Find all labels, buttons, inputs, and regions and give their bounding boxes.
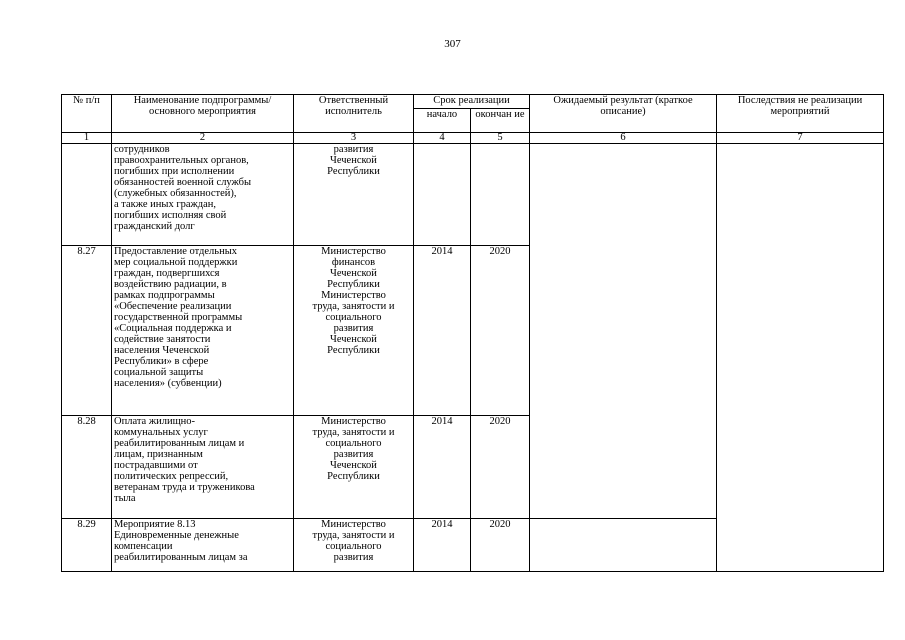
column-number: 2 bbox=[112, 133, 294, 144]
cell-line: Чеченской bbox=[330, 334, 377, 346]
header-num: № п/п bbox=[62, 95, 112, 133]
cell-line: населения Чеченской bbox=[114, 345, 210, 357]
cell-line: развития bbox=[333, 323, 374, 335]
cell-line: а также иных граждан, bbox=[114, 199, 217, 211]
column-number: 5 bbox=[471, 133, 530, 144]
cell-line: развития bbox=[333, 448, 374, 460]
row-end bbox=[471, 144, 530, 246]
header-start: начало bbox=[414, 109, 471, 133]
cell-line: социальной защиты bbox=[114, 367, 204, 379]
row-end: 2020 bbox=[471, 246, 530, 415]
row-start: 2014 bbox=[414, 519, 471, 572]
header-responsible: Ответственный исполнитель bbox=[294, 95, 414, 133]
header-name: Наименование подпрограммы/ основного мероприятия bbox=[112, 95, 294, 133]
cell-line: правоохранительных органов, bbox=[114, 155, 249, 167]
cell-line: реабилитированным лицам и bbox=[114, 437, 245, 449]
cell-line: рамках подпрограммы bbox=[114, 290, 215, 302]
cell-line: Республики» в сфере bbox=[114, 356, 209, 368]
cell-line: реабилитированным лицам за bbox=[114, 552, 248, 564]
column-number: 3 bbox=[294, 133, 414, 144]
cell-line: лицам, признанным bbox=[114, 448, 203, 460]
cell-line: тыла bbox=[114, 492, 136, 504]
row-responsible bbox=[294, 144, 414, 246]
cell-line: Единовременные денежные bbox=[114, 530, 239, 542]
cell-line: пострадавшими от bbox=[114, 459, 198, 471]
cell-line: Мероприятие 8.13 bbox=[114, 519, 196, 531]
cell-line: политических репрессий, bbox=[114, 470, 229, 482]
cell-line: содействие занятости bbox=[114, 334, 211, 346]
cell-line: Министерство bbox=[321, 290, 386, 302]
row-num: 8.29 bbox=[62, 519, 112, 572]
cell-line: населения» (субвенции) bbox=[114, 378, 222, 390]
cell-line: социального bbox=[325, 541, 382, 553]
cell-line: социального bbox=[325, 312, 382, 324]
header-end: окончан ие bbox=[471, 109, 530, 133]
cell-line: Чеченской bbox=[330, 268, 377, 280]
row-num: 8.27 bbox=[62, 246, 112, 415]
cell-line: воздействию радиации, в bbox=[114, 279, 227, 291]
row-name bbox=[112, 519, 294, 572]
cell-line: развития bbox=[333, 552, 374, 564]
header-consequences: Последствия не реализации мероприятий bbox=[717, 95, 884, 133]
cell-line: погибших при исполнении bbox=[114, 166, 235, 178]
page-number: 307 bbox=[444, 38, 461, 50]
cell-line: финансов bbox=[331, 257, 376, 269]
cell-line: обязанностей военной службы bbox=[114, 177, 252, 189]
row-num bbox=[62, 144, 112, 246]
cell-line: компенсации bbox=[114, 541, 173, 553]
column-number: 1 bbox=[62, 133, 112, 144]
cell-line: труда, занятости и bbox=[312, 530, 395, 542]
cell-line: труда, занятости и bbox=[312, 301, 395, 313]
cell-line: погибших исполняя свой bbox=[114, 210, 227, 222]
cell-line: развития bbox=[333, 144, 374, 156]
cell-line: мер социальной поддержки bbox=[114, 257, 238, 269]
cell-line: Предоставление отдельных bbox=[114, 246, 238, 258]
header-term: Срок реализации bbox=[414, 95, 530, 109]
row-responsible bbox=[294, 246, 414, 415]
row-name bbox=[112, 246, 294, 415]
cell-line: Министерство bbox=[321, 415, 386, 427]
row-start bbox=[414, 144, 471, 246]
row-end: 2020 bbox=[471, 415, 530, 519]
header-result: Ожидаемый результат (краткое описание) bbox=[530, 95, 717, 133]
column-number: 6 bbox=[530, 133, 717, 144]
cell-line: сотрудников bbox=[114, 144, 170, 156]
row-consequences bbox=[717, 144, 884, 572]
row-num: 8.28 bbox=[62, 415, 112, 519]
cell-line: Министерство bbox=[321, 519, 386, 531]
measures-table bbox=[61, 94, 884, 572]
row-start: 2014 bbox=[414, 415, 471, 519]
row-responsible bbox=[294, 415, 414, 519]
row-result bbox=[530, 144, 717, 519]
row-end: 2020 bbox=[471, 519, 530, 572]
cell-line: социального bbox=[325, 437, 382, 449]
cell-line: «Социальная поддержка и bbox=[114, 323, 232, 335]
row-start: 2014 bbox=[414, 246, 471, 415]
cell-line: гражданский долг bbox=[114, 221, 195, 233]
row-name bbox=[112, 415, 294, 519]
column-number: 7 bbox=[717, 133, 884, 144]
cell-line: ветеранам труда и труженикова bbox=[114, 481, 255, 493]
cell-line: Министерство bbox=[321, 246, 386, 258]
row-name bbox=[112, 144, 294, 246]
cell-line: Оплата жилищно- bbox=[114, 415, 196, 427]
cell-line: Республики bbox=[327, 345, 380, 357]
cell-line: Республики bbox=[327, 470, 380, 482]
cell-line: Республики bbox=[327, 279, 380, 291]
row-responsible bbox=[294, 519, 414, 572]
cell-line: Республики bbox=[327, 166, 380, 178]
cell-line: труда, занятости и bbox=[312, 426, 395, 438]
cell-line: (служебных обязанностей), bbox=[114, 188, 237, 200]
table-row bbox=[62, 144, 884, 246]
cell-line: государственной программы bbox=[114, 312, 243, 324]
cell-line: «Обеспечение реализации bbox=[114, 301, 232, 313]
cell-line: коммунальных услуг bbox=[114, 426, 208, 438]
row-result bbox=[530, 519, 717, 572]
cell-line: граждан, подвергшихся bbox=[114, 268, 220, 280]
cell-line: Чеченской bbox=[330, 155, 377, 167]
column-number: 4 bbox=[414, 133, 471, 144]
cell-line: Чеченской bbox=[330, 459, 377, 471]
